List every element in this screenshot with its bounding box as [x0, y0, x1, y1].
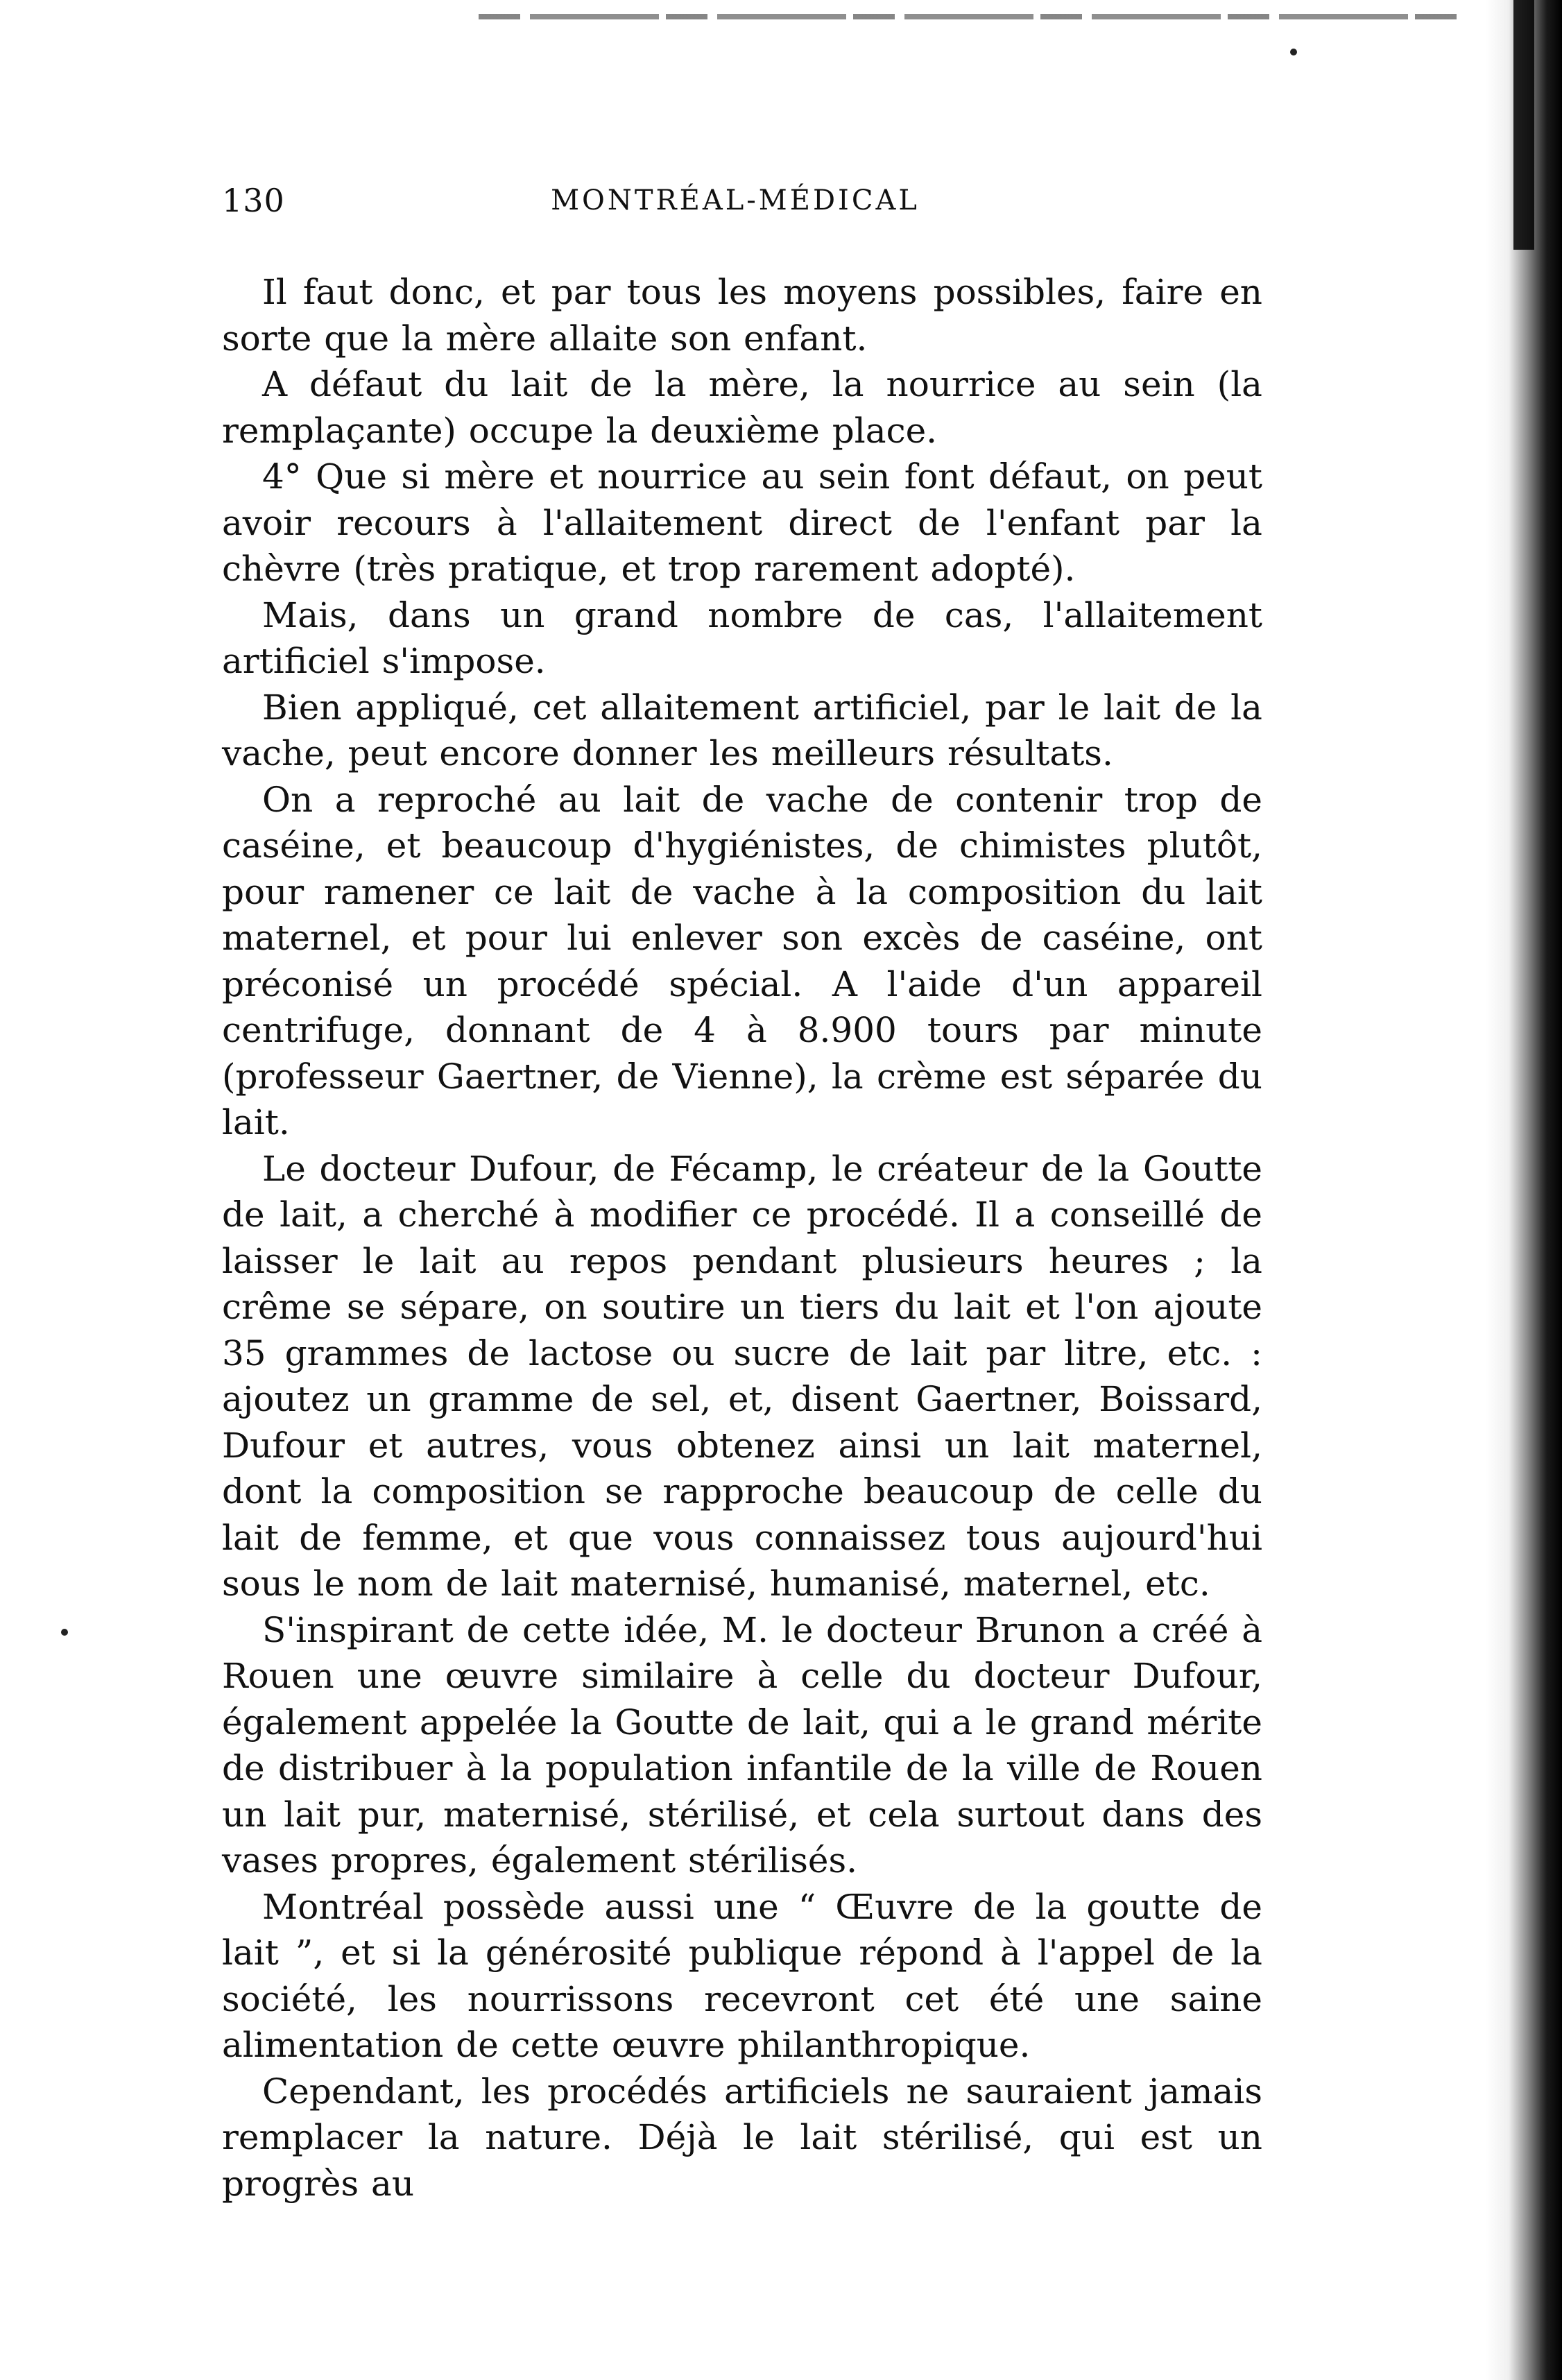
scan-top-rule [479, 14, 1464, 19]
scan-binding-edge [1486, 0, 1562, 2380]
paragraph: Mais, dans un grand nombre de cas, l'allaitement artificiel s'impose. [222, 594, 1262, 681]
paragraph: Le docteur Dufour, de Fécamp, le créateur de la Goutte de lait, a cherché à modifier ce procédé. Il a conseillé de laisser le lait au repos pendant plusieurs heures ; la crême se sépare, on soutire un tiers du lait et l'on ajoute 35 grammes de lactose ou sucre de lait par litre, etc. : ajoutez un gramme de sel, et, disent Gaertner, Boissard, Dufour et autres, vous obtenez ainsi un lait maternel, dont la composition se rapproche beaucoup de celle du lait de femme, et que vous connaissez tous aujourd'hui sous le nom de lait maternisé, humanisé, maternel, etc. [222, 1148, 1262, 1604]
body-text [222, 269, 1262, 2207]
paragraph: Cependant, les procédés artificiels ne sauraient jamais remplacer la nature. Déjà le lait stérilisé, qui est un progrès au [222, 2071, 1262, 2204]
scan-dark-corner [1513, 0, 1534, 250]
paragraph: A défaut du lait de la mère, la nourrice au sein (la remplaçante) occupe la deuxième place. [222, 364, 1262, 451]
paragraph: Montréal possède aussi une “ Œuvre de la goutte de lait ”, et si la générosité publique répond à l'appel de la société, les nourrissons recevront cet été une saine alimentation de cette œuvre philanthropique. [222, 1886, 1262, 2065]
running-title: MONTRÉAL-MÉDICAL [551, 185, 920, 216]
page-number: 130 [222, 182, 285, 219]
paragraph: Bien appliqué, cet allaitement artificiel, par le lait de la vache, peut encore donner les meilleurs résultats. [222, 687, 1262, 773]
paragraph: On a reproché au lait de vache de contenir trop de caséine, et beaucoup d'hygiénistes, de chimistes plutôt, pour ramener ce lait de vache à la composition du lait maternel, et pour lui enlever son excès de caséine, ont préconisé un procédé spécial. A l'aide d'un appareil centrifuge, donnant de 4 à 8.900 tours par minute (professeur Gaertner, de Vienne), la crème est séparée du lait. [222, 779, 1262, 1142]
paragraph: S'inspirant de cette idée, M. le docteur Brunon a créé à Rouen une œuvre similaire à celle du docteur Dufour, également appelée la Goutte de lait, qui a le grand mérite de distribuer à la population infantile de la ville de Rouen un lait pur, maternisé, stérilisé, et cela surtout dans des vases propres, également stérilisés. [222, 1609, 1262, 1881]
paragraph: Il faut donc, et par tous les moyens possibles, faire en sorte que la mère allaite son enfant. [222, 272, 1262, 359]
scan-speck [61, 1629, 68, 1636]
scan-speck [1290, 49, 1297, 55]
page-header [222, 182, 1248, 230]
paragraph: 4° Que si mère et nourrice au sein font défaut, on peut avoir recours à l'allaitement direct de l'enfant par la chèvre (très pratique, et trop rarement adopté). [222, 456, 1262, 589]
